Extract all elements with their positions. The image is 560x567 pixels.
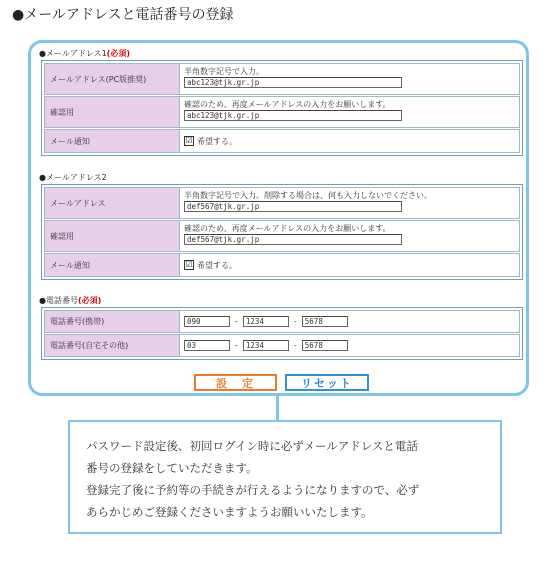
callout-connector xyxy=(276,396,279,420)
email1-notify-label: メール通知 xyxy=(45,130,180,152)
phone-table xyxy=(41,307,523,360)
page-title: ●メールアドレスと電話番号の登録 xyxy=(12,7,234,23)
phone-home-part1-input[interactable]: 03 xyxy=(184,340,230,351)
email1-confirm-label: 確認用 xyxy=(45,97,180,127)
email2-table xyxy=(41,184,523,280)
email1-confirm-row xyxy=(44,96,520,128)
reset-button[interactable]: リセット xyxy=(285,374,369,391)
phone-home-row xyxy=(44,334,520,357)
note-line-4: あらかじめご登録くださいますようお願いいたします。 xyxy=(86,505,373,519)
phone-home-part3-input[interactable]: 5678 xyxy=(302,340,348,351)
email2-confirm-label: 確認用 xyxy=(45,221,180,251)
email1-address-input[interactable]: abc123@tjk.gr.jp xyxy=(184,77,402,88)
registration-form-panel xyxy=(28,40,529,396)
dash: - xyxy=(235,341,238,350)
email2-heading: ●メールアドレス2 xyxy=(39,173,107,182)
email2-notify-text: 希望する。 xyxy=(197,260,237,270)
note-line-3: 登録完了後に予約等の手続きが行えるようになりますので、必ず xyxy=(86,483,420,497)
note-line-1: パスワード設定後、初回ログイン時に必ずメールアドレスと電話 xyxy=(86,439,418,453)
dash: - xyxy=(293,317,297,326)
required-mark: (必須) xyxy=(77,296,102,305)
email1-notify-text: 希望する。 xyxy=(197,136,237,146)
email2-confirm-hint: 確認のため、再度メールアドレスの入力をお願いします。 xyxy=(184,224,391,233)
email1-address-row xyxy=(44,63,520,95)
email1-notify-row xyxy=(44,129,520,153)
email2-notify-label: メール通知 xyxy=(45,254,180,276)
email1-confirm-input[interactable]: abc123@tjk.gr.jp xyxy=(184,110,402,121)
phone-home-label: 電話番号(自宅その他) xyxy=(45,335,180,356)
email2-address-label: メールアドレス xyxy=(45,188,180,218)
email2-confirm-input[interactable]: def567@tjk.gr.jp xyxy=(184,234,402,245)
email1-heading-text: ●メールアドレス1 xyxy=(39,49,107,58)
phone-home-part2-input[interactable]: 1234 xyxy=(243,340,289,351)
email1-heading xyxy=(39,48,130,59)
email2-address-row xyxy=(44,187,520,219)
email1-notify-checkbox[interactable]: ☑ xyxy=(185,136,193,145)
email2-address-hint: 半角数字記号で入力。削除する場合は、何も入力しないでください。 xyxy=(184,191,432,200)
phone-heading xyxy=(39,295,101,306)
phone-mobile-part2-input[interactable]: 1234 xyxy=(243,316,289,327)
email2-confirm-row xyxy=(44,220,520,252)
email1-table xyxy=(41,60,523,156)
required-mark: (必須) xyxy=(106,49,130,58)
email1-confirm-hint: 確認のため、再度メールアドレスの入力をお願いします。 xyxy=(184,100,391,109)
note-line-2: 番号の登録をしていただきます。 xyxy=(86,461,258,475)
dash: - xyxy=(293,341,297,350)
phone-mobile-part3-input[interactable]: 5678 xyxy=(302,316,348,327)
set-button[interactable]: 設 定 xyxy=(194,374,277,391)
phone-mobile-label: 電話番号(携帯) xyxy=(45,311,180,332)
info-note xyxy=(68,420,502,534)
email1-address-hint: 半角数字記号で入力。 xyxy=(184,67,264,76)
phone-mobile-row xyxy=(44,310,520,333)
phone-heading-text: ●電話番号 xyxy=(39,296,78,305)
phone-mobile-part1-input[interactable]: 090 xyxy=(184,316,230,327)
dash: - xyxy=(235,317,238,326)
email2-address-input[interactable]: def567@tjk.gr.jp xyxy=(184,201,402,212)
email1-address-label: メールアドレス(PC版推奨) xyxy=(45,64,180,94)
email2-notify-row xyxy=(44,253,520,277)
email2-notify-checkbox[interactable]: ☑ xyxy=(185,260,193,269)
